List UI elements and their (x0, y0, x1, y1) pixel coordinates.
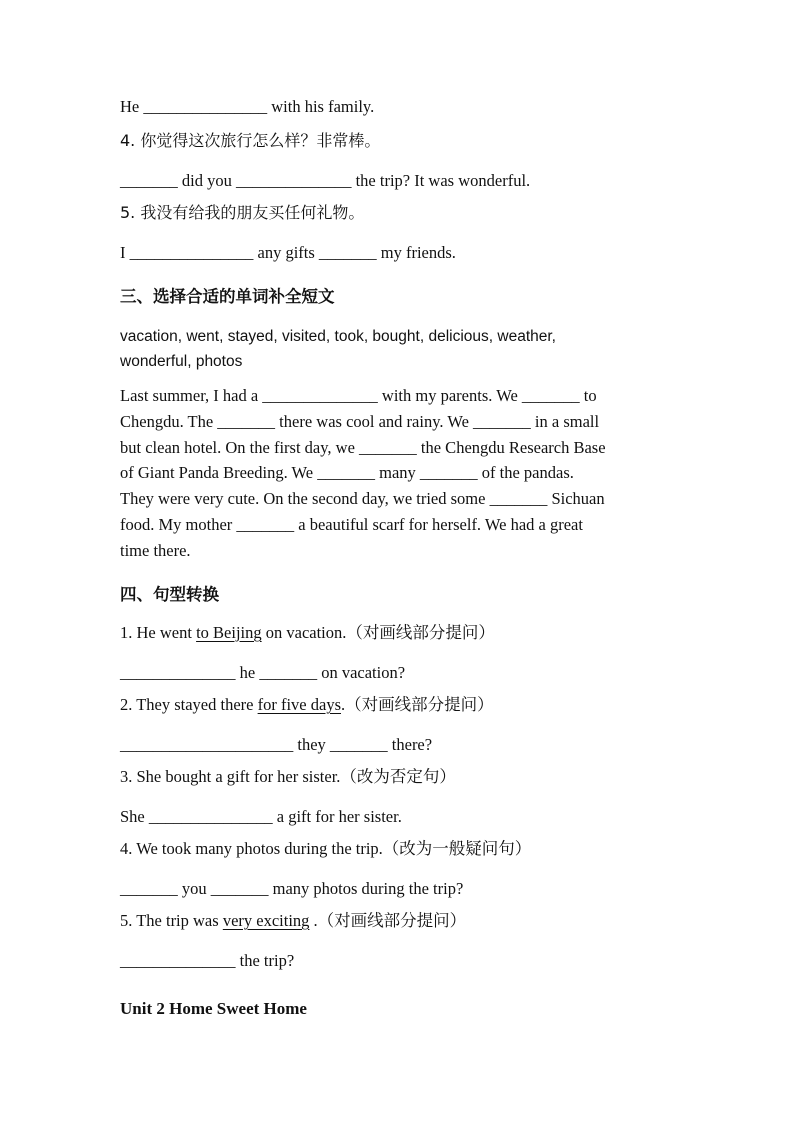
passage-line: Chengdu. The _______ there was cool and rainy. We _______ in a small (120, 411, 600, 431)
passage-line: food. My mother _______ a beautiful scarf for herself. We had a great (120, 514, 583, 534)
answer-line: ______________ the trip? (120, 951, 295, 970)
section-title: 四、句型转换 (120, 585, 219, 604)
word-bank-line: wonderful, photos (120, 353, 243, 370)
question-line (120, 622, 495, 644)
exercise-line: He _______________ with his family. (120, 97, 375, 116)
word-bank-line: vacation, went, stayed, visited, took, bought, delicious, weather, (120, 328, 556, 345)
answer-line: _______ you _______ many photos during the trip? (120, 879, 464, 898)
underlined-part: very exciting (222, 911, 310, 930)
underlined-part: to Beijing (196, 623, 262, 642)
answer-line: ______________ he _______ on vacation? (120, 663, 406, 682)
passage-line: but clean hotel. On the first day, we _______ the Chengdu Research Base (120, 437, 606, 457)
question-instruction: .（对画线部分提问） (341, 695, 494, 714)
question-line (120, 910, 466, 932)
passage-line: of Giant Panda Breeding. We _______ many _______ of the pandas. (120, 463, 574, 483)
question-text: 2. They stayed there (120, 695, 258, 714)
answer-line: _____________________ they _______ there? (120, 735, 433, 754)
question-instruction: on vacation.（对画线部分提问） (261, 623, 495, 642)
underlined-part: for five days (257, 695, 341, 714)
passage-line: They were very cute. On the second day, we tried some _______ Sichuan (120, 489, 605, 509)
question-instruction: .（对画线部分提问） (309, 911, 467, 930)
question-text: 1. He went (120, 623, 197, 642)
question-line: 4. We took many photos during the trip.（改为一般疑问句） (120, 839, 532, 858)
answer-line: She _______________ a gift for her sister. (120, 807, 402, 826)
passage-line: time there. (120, 540, 191, 560)
passage-line: Last summer, I had a ______________ with my parents. We _______ to (120, 386, 597, 405)
exercise-line: I _______________ any gifts _______ my friends. (120, 243, 456, 262)
passage (120, 383, 680, 564)
unit-heading: Unit 2 Home Sweet Home (120, 999, 307, 1018)
question-text: 5. The trip was (120, 911, 223, 930)
section-title: 三、选择合适的单词补全短文 (120, 287, 335, 306)
exercise-prompt-cn: 4. 你觉得这次旅行怎么样？非常棒。 (120, 131, 381, 150)
exercise-line: _______ did you ______________ the trip? It was wonderful. (120, 171, 531, 190)
exercise-prompt-cn: 5. 我没有给我的朋友买任何礼物。 (120, 203, 365, 222)
question-line: 3. She bought a gift for her sister.（改为否定句） (120, 767, 456, 786)
question-line (120, 694, 494, 716)
